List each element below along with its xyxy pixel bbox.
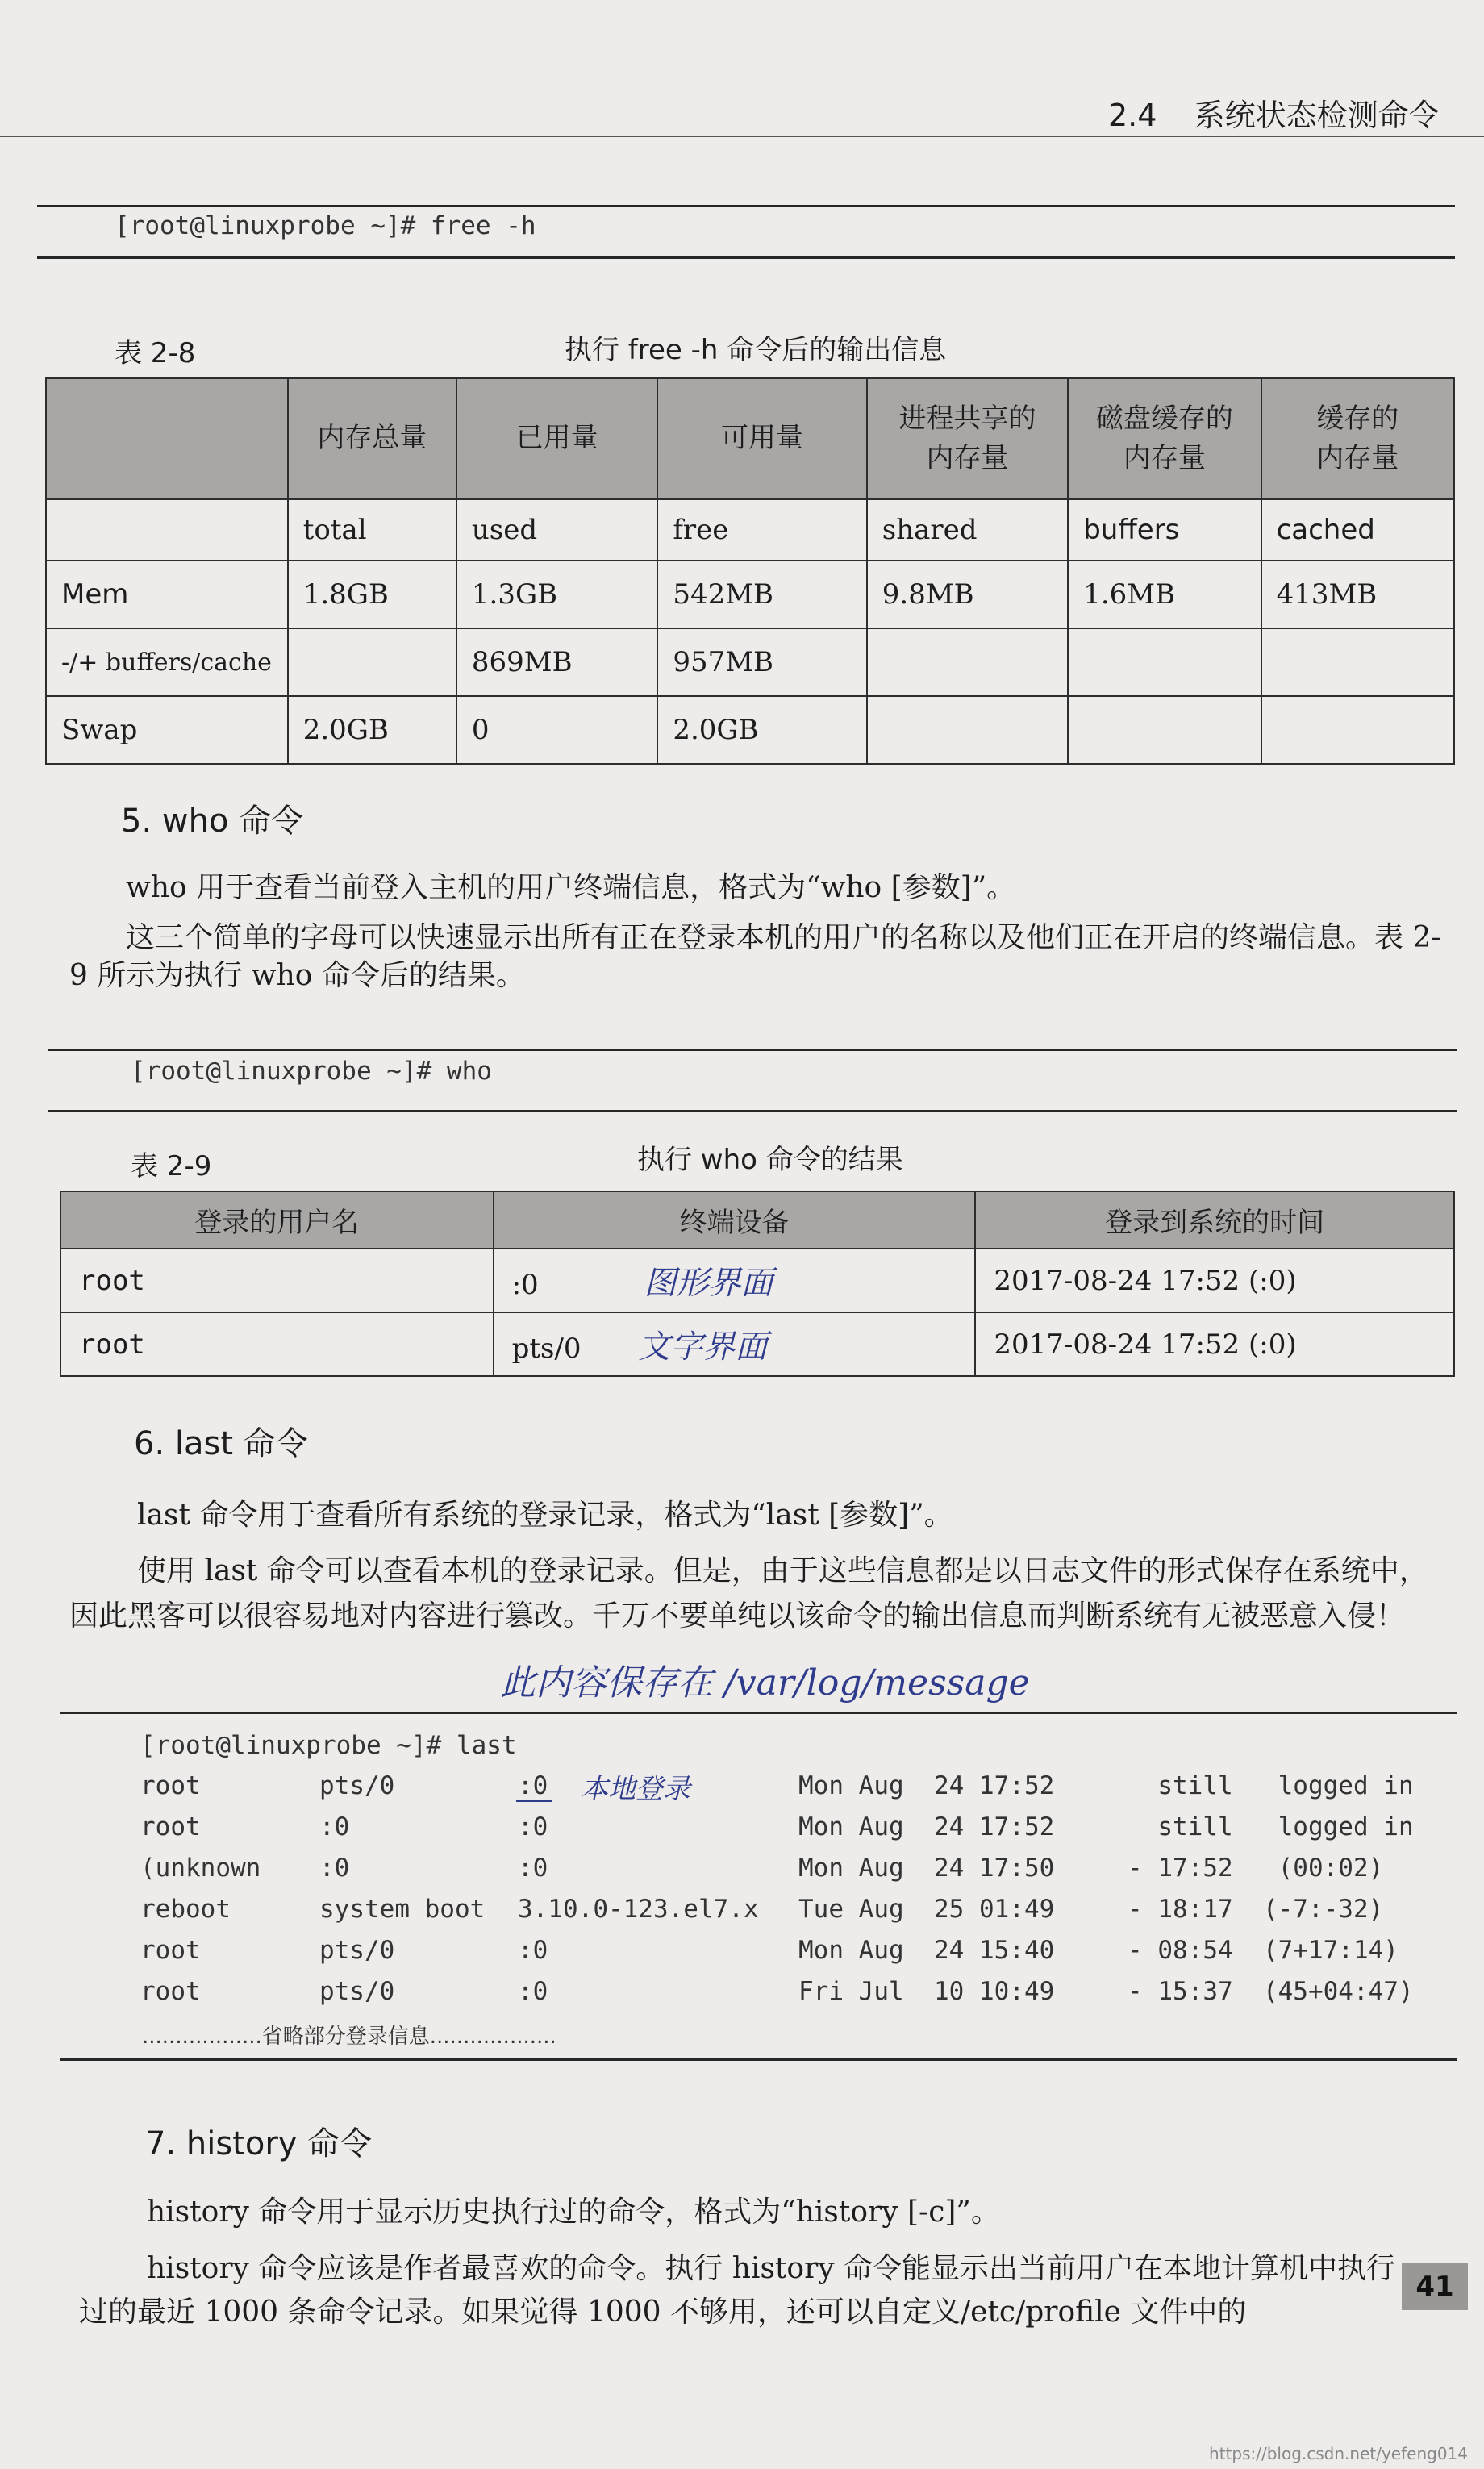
table-cell: 1.8GB bbox=[288, 561, 456, 628]
table-row bbox=[46, 561, 1454, 628]
last-output-cell: (unknown bbox=[140, 1854, 261, 1883]
h-shared-2: 内存量 bbox=[926, 442, 1009, 474]
last-output-cell: :0 bbox=[319, 1812, 350, 1841]
section-7-title: 7. history 命令 bbox=[145, 2125, 373, 2162]
last-output-cell: - 17:52 (00:02) bbox=[1128, 1854, 1384, 1883]
table-cell: 2.0GB bbox=[657, 696, 866, 764]
h-cached-1: 缓存的 bbox=[1316, 402, 1399, 435]
section-5-para-1: who 用于查看当前登入主机的用户终端信息，格式为“who [参数]”。 bbox=[126, 871, 1016, 904]
table-cell: 2017-08-24 17:52 (:0) bbox=[975, 1312, 1454, 1376]
header-rule bbox=[0, 136, 1484, 137]
table-2-8-caption: 执行 free -h 命令后的输出信息 bbox=[565, 334, 947, 366]
code-free: [root@linuxprobe ~]# free -h bbox=[115, 211, 536, 240]
handwritten-note-graphical: 图形界面 bbox=[644, 1265, 773, 1302]
table-cell: 1.3GB bbox=[456, 561, 657, 628]
section-5-title: 5. who 命令 bbox=[121, 803, 304, 840]
table-2-9-header-cell: 登录的用户名 bbox=[60, 1191, 494, 1249]
table-2-8-header-cell bbox=[867, 378, 1068, 499]
last-output-cell: system boot bbox=[319, 1895, 486, 1924]
table-2-9-caption: 执行 who 命令的结果 bbox=[637, 1144, 903, 1176]
table-cell bbox=[1068, 696, 1261, 764]
table-cell: 2017-08-24 17:52 (:0) bbox=[975, 1249, 1454, 1312]
table-cell: 957MB bbox=[657, 628, 866, 696]
last-output-cell: Mon Aug 24 17:52 bbox=[798, 1771, 1055, 1800]
h-buffers-1: 磁盘缓存的 bbox=[1095, 402, 1233, 435]
table-2-8-header-cell: 已用量 bbox=[456, 378, 657, 499]
section-6-title: 6. last 命令 bbox=[134, 1425, 308, 1462]
code-rule-bottom bbox=[48, 1110, 1457, 1112]
last-output-cell: - 08:54 (7+17:14) bbox=[1128, 1936, 1399, 1965]
table-cell: Mem bbox=[46, 561, 288, 628]
last-output-cell: root bbox=[140, 1936, 201, 1965]
omitted-note: ..................省略部分登录信息................... bbox=[142, 2025, 556, 2049]
table-cell bbox=[1068, 628, 1261, 696]
table-cell bbox=[867, 628, 1068, 696]
table-cell bbox=[288, 628, 456, 696]
header-section: 2.4 bbox=[1108, 98, 1157, 133]
table-cell: root bbox=[60, 1249, 494, 1312]
handwritten-note-local-login: 本地登录 bbox=[581, 1773, 690, 1805]
handwritten-note-text: 文字界面 bbox=[638, 1328, 768, 1366]
table-cell: 413MB bbox=[1261, 561, 1454, 628]
table-cell: Swap bbox=[46, 696, 288, 764]
table-row bbox=[60, 1249, 1454, 1312]
last-output-cell: still logged in bbox=[1128, 1771, 1414, 1800]
table-cell bbox=[1261, 628, 1454, 696]
last-output-cell: pts/0 bbox=[319, 1771, 395, 1800]
handwritten-note-log-location: 此内容保存在 /var/log/message bbox=[500, 1662, 1030, 1704]
table-2-9-header-cell: 终端设备 bbox=[494, 1191, 976, 1249]
table-2-8 bbox=[45, 377, 1455, 765]
last-output-cell: :0 bbox=[518, 1812, 548, 1841]
table-cell: -/+ buffers/cache bbox=[46, 628, 288, 696]
section-5-para-2: 这三个简单的字母可以快速显示出所有正在登录本机的用户的名称以及他们正在开启的终端信息。表 2-9 所示为执行 who 命令后的结果。 bbox=[69, 921, 1441, 992]
last-output-cell: root bbox=[140, 1977, 201, 2006]
table-2-8-header-cell bbox=[46, 378, 288, 499]
last-output-cell: reboot bbox=[140, 1895, 231, 1924]
table-2-8-header-cell: 可用量 bbox=[657, 378, 866, 499]
h-cached-2: 内存量 bbox=[1316, 442, 1399, 474]
table-cell bbox=[494, 1312, 976, 1376]
table-2-8-header-cell bbox=[1261, 378, 1454, 499]
section-7-para-1: history 命令用于显示历史执行过的命令，格式为“history [-c]”。 bbox=[147, 2196, 1000, 2229]
subheader-cell: buffers bbox=[1068, 499, 1261, 561]
last-output-cell: root bbox=[140, 1771, 201, 1800]
table-row bbox=[46, 696, 1454, 764]
table-cell bbox=[1261, 696, 1454, 764]
table-cell: 2.0GB bbox=[288, 696, 456, 764]
last-output-cell: - 15:37 (45+04:47) bbox=[1128, 1977, 1414, 2006]
code-last-command: [root@linuxprobe ~]# last bbox=[140, 1731, 517, 1760]
subheader-cell: cached bbox=[1261, 499, 1454, 561]
table-cell: 1.6MB bbox=[1068, 561, 1261, 628]
last-output-cell: Fri Jul 10 10:49 bbox=[798, 1977, 1055, 2006]
table-cell bbox=[494, 1249, 976, 1312]
last-output-cell: Mon Aug 24 17:52 bbox=[798, 1812, 1055, 1841]
subheader-cell: total bbox=[288, 499, 456, 561]
table-cell: root bbox=[60, 1312, 494, 1376]
table-row bbox=[46, 628, 1454, 696]
subheader-cell bbox=[46, 499, 288, 561]
subheader-cell: free bbox=[657, 499, 866, 561]
section-7-para-2: history 命令应该是作者最喜欢的命令。执行 history 命令能显示出当前用户在本地计算机中执行过的最近 1000 条命令记录。如果觉得 1000 不够用，还可以自定义/etc/profile 文件中的 bbox=[79, 2252, 1396, 2329]
last-output-cell: :0 bbox=[518, 1854, 548, 1883]
table-2-9 bbox=[60, 1191, 1455, 1377]
last-output-cell: pts/0 bbox=[319, 1977, 395, 2006]
code-rule-bottom bbox=[60, 2058, 1457, 2061]
table-row bbox=[60, 1312, 1454, 1376]
last-output-cell: pts/0 bbox=[319, 1936, 395, 1965]
watermark: https://blog.csdn.net/yefeng014 bbox=[1209, 2444, 1468, 2463]
table-cell: 869MB bbox=[456, 628, 657, 696]
table-2-8-header-cell bbox=[1068, 378, 1261, 499]
table-2-8-label: 表 2-8 bbox=[115, 337, 196, 369]
last-output-cell: root bbox=[140, 1812, 201, 1841]
last-output-cell: - 18:17 (-7:-32) bbox=[1128, 1895, 1384, 1924]
last-output-cell: :0 bbox=[518, 1936, 548, 1965]
last-output-cell: still logged in bbox=[1128, 1812, 1414, 1841]
table-2-9-header-cell: 登录到系统的时间 bbox=[975, 1191, 1454, 1249]
h-shared-1: 进程共享的 bbox=[898, 402, 1036, 435]
table-cell: 542MB bbox=[657, 561, 866, 628]
last-output-cell: Tue Aug 25 01:49 bbox=[798, 1895, 1055, 1924]
subheader-cell: shared bbox=[867, 499, 1068, 561]
last-output-cell: Mon Aug 24 17:50 bbox=[798, 1854, 1055, 1883]
table-cell: 9.8MB bbox=[867, 561, 1068, 628]
subheader-cell: used bbox=[456, 499, 657, 561]
page-number: 41 bbox=[1402, 2263, 1468, 2310]
last-output-cell: :0 bbox=[319, 1854, 350, 1883]
last-output-cell: Mon Aug 24 15:40 bbox=[798, 1936, 1055, 1965]
code-rule-top bbox=[60, 1712, 1457, 1714]
section-6-para-2: 使用 last 命令可以查看本机的登录记录。但是，由于这些信息都是以日志文件的形式保存在系统中，因此黑客可以很容易地对内容进行篡改。千万不要单纯以该命令的输出信息而判断系统有无被恶意入侵！ bbox=[69, 1554, 1428, 1633]
header-title: 系统状态检测命令 bbox=[1194, 98, 1440, 133]
code-rule-top bbox=[37, 205, 1455, 207]
last-output-cell: :0 bbox=[518, 1771, 548, 1800]
running-header bbox=[1108, 90, 1440, 135]
section-6-para-1: last 命令用于查看所有系统的登录记录，格式为“last [参数]”。 bbox=[137, 1499, 953, 1532]
code-rule-top bbox=[48, 1049, 1457, 1051]
table-2-8-header-cell: 内存总量 bbox=[288, 378, 456, 499]
underline-mark bbox=[516, 1800, 552, 1802]
table-cell bbox=[867, 696, 1068, 764]
last-output-cell: :0 bbox=[518, 1977, 548, 2006]
table-2-9-label: 表 2-9 bbox=[131, 1150, 212, 1182]
last-output-cell: 3.10.0-123.el7.x bbox=[518, 1895, 759, 1924]
h-buffers-2: 内存量 bbox=[1123, 442, 1206, 474]
terminal-value: pts/0 bbox=[511, 1333, 582, 1365]
table-cell: 0 bbox=[456, 696, 657, 764]
terminal-value: :0 bbox=[511, 1269, 539, 1301]
code-who: [root@linuxprobe ~]# who bbox=[131, 1057, 492, 1086]
code-rule-bottom bbox=[37, 256, 1455, 259]
table-row bbox=[46, 499, 1454, 561]
